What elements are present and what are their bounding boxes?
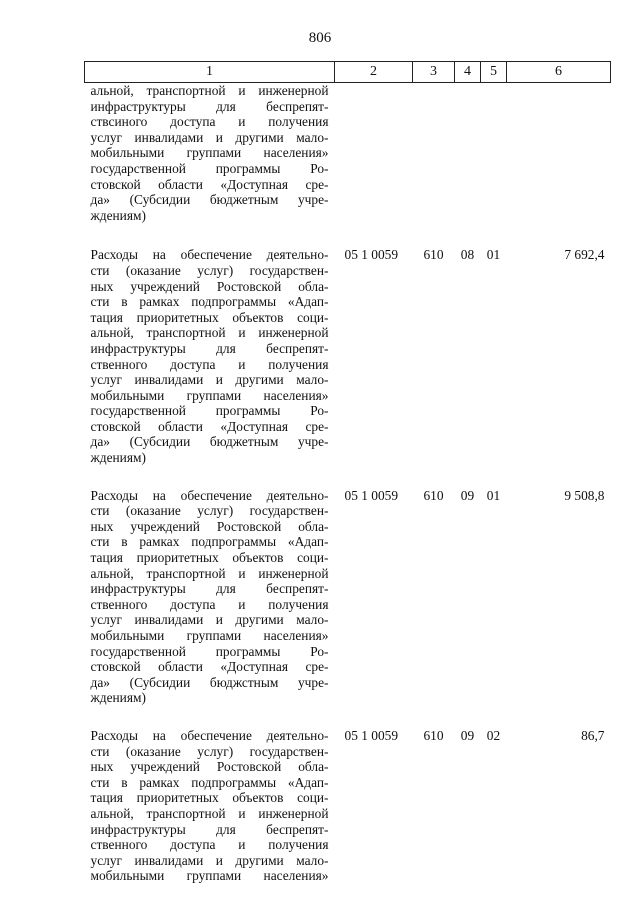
description-line: стовской области «Доступная сре- [90, 659, 329, 675]
description-line: сти в рамках подпрограммы «Адап- [90, 534, 329, 550]
description-line: инфраструктуры для беспрепят- [90, 821, 329, 837]
row-code: 05 1 0059 [344, 727, 399, 743]
description-line: да» (Субсидии бюджетным учре- [90, 192, 329, 208]
row-rz: 09 [460, 487, 475, 503]
description-line: тация приоритетных объектов соци- [90, 790, 329, 806]
row-amount [507, 83, 611, 238]
description-line: мобильными группами населения» [90, 868, 329, 884]
description-line: сти в рамках подпрограммы «Адап- [90, 774, 329, 790]
description-line: Расходы на обеспечение деятельно- [90, 487, 329, 503]
description-line: сти (оказание услуг) государствен- [90, 262, 329, 278]
column-header-2: 2 [335, 62, 413, 83]
description-line: ждениям) [90, 207, 146, 223]
description-line: Расходы на обеспечение деятельно- [90, 247, 329, 263]
description-line: инфраструктуры для беспрепят- [90, 581, 329, 597]
description-line: услуг инвалидами и другими мало- [90, 129, 329, 145]
description-line: инфраструктуры для беспрепят- [90, 340, 329, 356]
description-line: мобильными группами населения» [90, 387, 329, 403]
description-line: стовской области «Доступная сре- [90, 176, 329, 192]
description-line: Расходы на обеспечение деятельно- [90, 727, 329, 743]
row-amount: 7 692,4 [564, 247, 605, 263]
row-code [335, 83, 413, 238]
row-description [85, 237, 335, 477]
column-header-4: 4 [455, 62, 481, 83]
description-line: да» (Субсидии бюджетным учре- [90, 434, 329, 450]
description-line: ствсиного доступа и получения [90, 114, 329, 130]
description-line: сти (оказание услуг) государствен- [90, 743, 329, 759]
row-pr: 01 [486, 247, 501, 263]
row-rz: 08 [460, 247, 475, 263]
row-description [85, 83, 335, 238]
budget-table [84, 61, 611, 896]
row-amount: 86,7 [581, 727, 605, 743]
description-line: стовской области «Доступная сре- [90, 418, 329, 434]
page-number: 806 [308, 30, 332, 46]
description-line: сти в рамках подпрограммы «Адап- [90, 294, 329, 310]
row-amount: 9 508,8 [564, 487, 605, 503]
description-line: мобильными группами населения» [90, 145, 329, 161]
row-rz: 09 [460, 727, 475, 743]
description-line: услуг инвалидами и другими мало- [90, 852, 329, 868]
row-code: 05 1 0059 [344, 247, 399, 263]
description-line: альной, транспортной и инженерной [90, 325, 329, 341]
table-row [85, 478, 611, 718]
column-header-6: 6 [507, 62, 611, 83]
description-line: государственной программы Ро- [90, 160, 329, 176]
description-line: тация приоритетных объектов соци- [90, 550, 329, 566]
row-vr [413, 83, 455, 238]
row-description [85, 718, 335, 896]
description-line: услуг инвалидами и другими мало- [90, 612, 329, 628]
description-line: тация приоритетных объектов соци- [90, 309, 329, 325]
row-pr [481, 83, 507, 238]
description-line: альной, транспортной и инженерной [90, 565, 329, 581]
description-line: ственного доступа и получения [90, 356, 329, 372]
description-line: ных учреждений Ростовской обла- [90, 278, 329, 294]
description-line: мобильными группами населения» [90, 628, 329, 643]
column-header-1: 1 [85, 62, 335, 83]
column-header-5: 5 [481, 62, 507, 83]
description-line: альной, транспортной и инженерной [90, 805, 329, 821]
row-vr: 610 [423, 487, 444, 503]
description-line: да» (Субсидии бюджстным учре- [90, 674, 329, 690]
row-description [85, 478, 335, 718]
description-line: сти (оказание услуг) государствен- [90, 503, 329, 519]
row-vr: 610 [423, 727, 444, 743]
table-row [85, 237, 611, 477]
description-line: услуг инвалидами и другими мало- [90, 372, 329, 388]
row-rz [455, 83, 481, 238]
row-pr: 02 [486, 727, 501, 743]
table-row [85, 718, 611, 896]
row-pr: 01 [486, 487, 501, 503]
description-line: ждениям) [90, 450, 146, 466]
description-line: инфраструктуры для беспрепят- [90, 98, 329, 114]
description-line: ных учреждений Ростовской обла- [90, 518, 329, 534]
description-line: государственной программы Ро- [90, 643, 329, 659]
row-vr: 610 [423, 247, 444, 263]
description-line: ных учреждений Ростовской обла- [90, 759, 329, 775]
table-row [85, 83, 611, 238]
row-code: 05 1 0059 [344, 487, 399, 503]
column-header-3: 3 [413, 62, 455, 83]
table-header-row [85, 62, 611, 83]
description-line: ственного доступа и получения [90, 837, 329, 853]
description-line: альной, транспортной и инженерной [90, 83, 329, 98]
description-line: государственной программы Ро- [90, 403, 329, 419]
description-line: ственного доступа и получения [90, 596, 329, 612]
description-line: ждениям) [90, 690, 146, 706]
